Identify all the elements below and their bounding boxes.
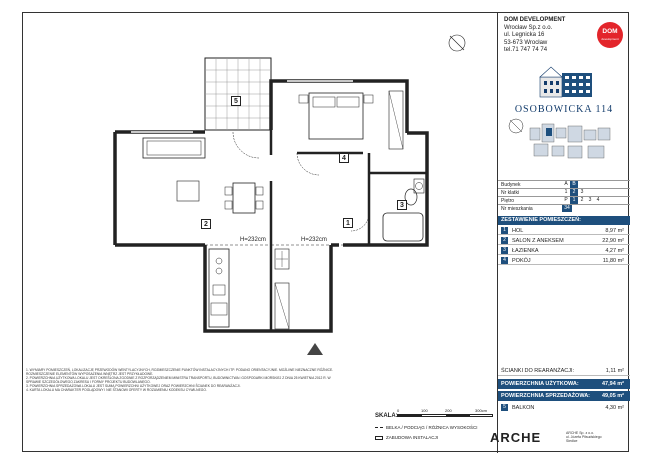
- building-label: Budynek: [501, 182, 521, 188]
- room-no: 1: [501, 227, 508, 234]
- scale-tick-0: 0: [397, 408, 400, 413]
- walls-row: [498, 366, 630, 376]
- room-row: [498, 226, 630, 235]
- room-row: [498, 256, 630, 265]
- room-label-4: 4: [339, 153, 349, 163]
- floor-cell-1: 1: [570, 197, 578, 204]
- project-title: OSOBOWICKA 114: [514, 104, 614, 115]
- arche-info-line: Siedlce: [566, 439, 578, 443]
- balcony-no: 5: [501, 404, 508, 411]
- room-no: 2: [501, 237, 508, 244]
- scale-tick-3: 300cm: [475, 408, 488, 413]
- room-row: [498, 236, 630, 245]
- height-label-2: H=232cm: [301, 237, 327, 243]
- arche-logo: ARCHE: [490, 430, 542, 445]
- room-area: 8,97 m²: [605, 228, 624, 234]
- stair-cell-3: 3: [580, 189, 584, 195]
- floor-cell-p: P: [564, 197, 568, 203]
- scale-label: SKALA:: [375, 413, 398, 419]
- sale-area-value: 49,05 m²: [601, 393, 624, 399]
- room-label-3: 3: [397, 200, 407, 210]
- room-label-5: 5: [231, 96, 241, 106]
- developer-line-3: ul. Legnicka 16: [504, 32, 545, 38]
- building-illustration: [536, 63, 596, 99]
- notes: [26, 368, 344, 392]
- walls-area: 1,11 m²: [605, 368, 624, 374]
- arche-info-line: ul. Józefa Piłsudskiego: [566, 435, 602, 439]
- apartment-info-table: [498, 180, 630, 212]
- scale-bar: [397, 414, 493, 417]
- usable-area-value: 47,94 m²: [601, 381, 624, 387]
- apartment-number: 34: [562, 205, 572, 212]
- stair-cell-2: 2: [570, 189, 578, 196]
- room-area: 4,27 m²: [605, 248, 624, 254]
- usable-area-label: POWIERZCHNIA UŻYTKOWA:: [501, 381, 579, 387]
- developer-line-2: Wrocław Sp.z o.o.: [504, 24, 553, 31]
- height-label-1: H=232cm: [240, 237, 266, 243]
- legend-installation: [375, 435, 438, 440]
- floor-cell-3: 3: [588, 197, 592, 203]
- legend-beam-label: BELKA / PODCIĄG / RÓŻNICA WYSOKOŚCI: [386, 425, 478, 430]
- room-name: ŁAZIENKA: [512, 248, 539, 254]
- stair-cell-1: 1: [564, 189, 568, 195]
- balcony-area: 4,30 m²: [605, 405, 624, 411]
- floor-row: [498, 196, 630, 204]
- stair-row: [498, 188, 630, 196]
- info-panel: [498, 13, 630, 453]
- room-label-1: 1: [343, 218, 353, 228]
- note-2: 2. POWIERZCHNIA UŻYTKOWA LOKALU JEST OKREŚLONA ZGODNIE Z ROZPORZĄDZENIEM MINISTRA TRANSPORTU, BUDOWNICTWA I GOSPODARKI MORSKIEJ Z DNIA 25 KWIETNIA 2012 R. W SPRAWIE SZCZEGÓŁOWEGO ZAKRESU I FORMY PROJEKTU BUDOWLANEGO.: [26, 376, 331, 384]
- apartment-row: [498, 204, 630, 212]
- scale-tick-1: 100: [421, 408, 428, 413]
- site-plan-thumbnail: [502, 116, 626, 178]
- usable-area-row: [498, 379, 630, 389]
- floor-label: Piętro: [501, 198, 515, 204]
- scale-tick-2: 200: [445, 408, 452, 413]
- balcony-row: [498, 403, 630, 413]
- floor-cell-2: 2: [580, 197, 584, 203]
- building-cell-b: B: [570, 181, 578, 188]
- developer-line-1: DOM DEVELOPMENT: [504, 17, 566, 23]
- balcony-label: BALKON: [512, 405, 535, 411]
- apartment-label: Nr mieszkania: [501, 206, 533, 212]
- arche-info: [566, 431, 602, 443]
- sale-area-row: [498, 391, 630, 401]
- floor-plan: [23, 13, 497, 368]
- floor-cell-4: 4: [596, 197, 600, 203]
- note-3: 3. POWIERZCHNIA SPRZEDAŻOWA LOKALU JEST SUMĄ POWIERZCHNI UŻYTKOWEJ ORAZ POWIERZCHNI ŚCIANEK DO REARANŻACJI.: [26, 384, 241, 388]
- developer-line-4: 53-673 Wrocław: [504, 39, 548, 46]
- room-area: 11,80 m²: [602, 258, 624, 264]
- room-row: [498, 246, 630, 255]
- sale-area-label: POWIERZCHNIA SPRZEDAŻOWA:: [501, 393, 591, 399]
- arche-info-line: ARCHE Sp. z o.o.: [566, 431, 595, 435]
- room-label-2: 2: [201, 219, 211, 229]
- sheet: [22, 12, 629, 452]
- stair-label: Nr klatki: [501, 190, 520, 196]
- legend-installation-label: ZABUDOWA INSTALACJI: [386, 435, 439, 440]
- building-cell-a: A: [564, 181, 568, 187]
- note-4: 4. KARTA LOKALU MA CHARAKTER POGLĄDOWY I NIE STANOWI OFERTY W ROZUMIENIU KODEKSU CYWILNEGO.: [26, 388, 207, 392]
- note-1: 1. WYMIARY POMIESZCZEŃ, LOKALIZACJE PRZEWODÓW WENTYLACYJNYCH, ROZMIESZCZENIE PUNKTÓW INSTALACYJNYCH ITP. PODANO ORIENTACYJNIE. MOŻLIWE NIEZNACZNE RÓŻNICE. ROZMIESZCZENIE ELEMENTÓW WYPOSAŻENIA WNĘTRZ JEST PRZYKŁADOWE.: [26, 368, 334, 376]
- rooms-header: ZESTAWIENIE POMIESZCZEŃ:: [498, 216, 630, 225]
- legend-beam: [375, 425, 478, 430]
- room-name: POKÓJ: [512, 258, 531, 264]
- walls-label: ŚCIANKI DO REARANŻACJI:: [501, 368, 575, 374]
- developer-address: [504, 17, 565, 55]
- room-name: HOL: [512, 228, 524, 234]
- developer-line-5: tel.71 747 74 74: [504, 47, 548, 53]
- room-area: 22,90 m²: [602, 238, 624, 244]
- room-no: 4: [501, 257, 508, 264]
- room-name: SALON Z ANEKSEM: [512, 238, 564, 244]
- dom-logo: DOM development: [597, 22, 623, 48]
- building-row: [498, 180, 630, 188]
- room-no: 3: [501, 247, 508, 254]
